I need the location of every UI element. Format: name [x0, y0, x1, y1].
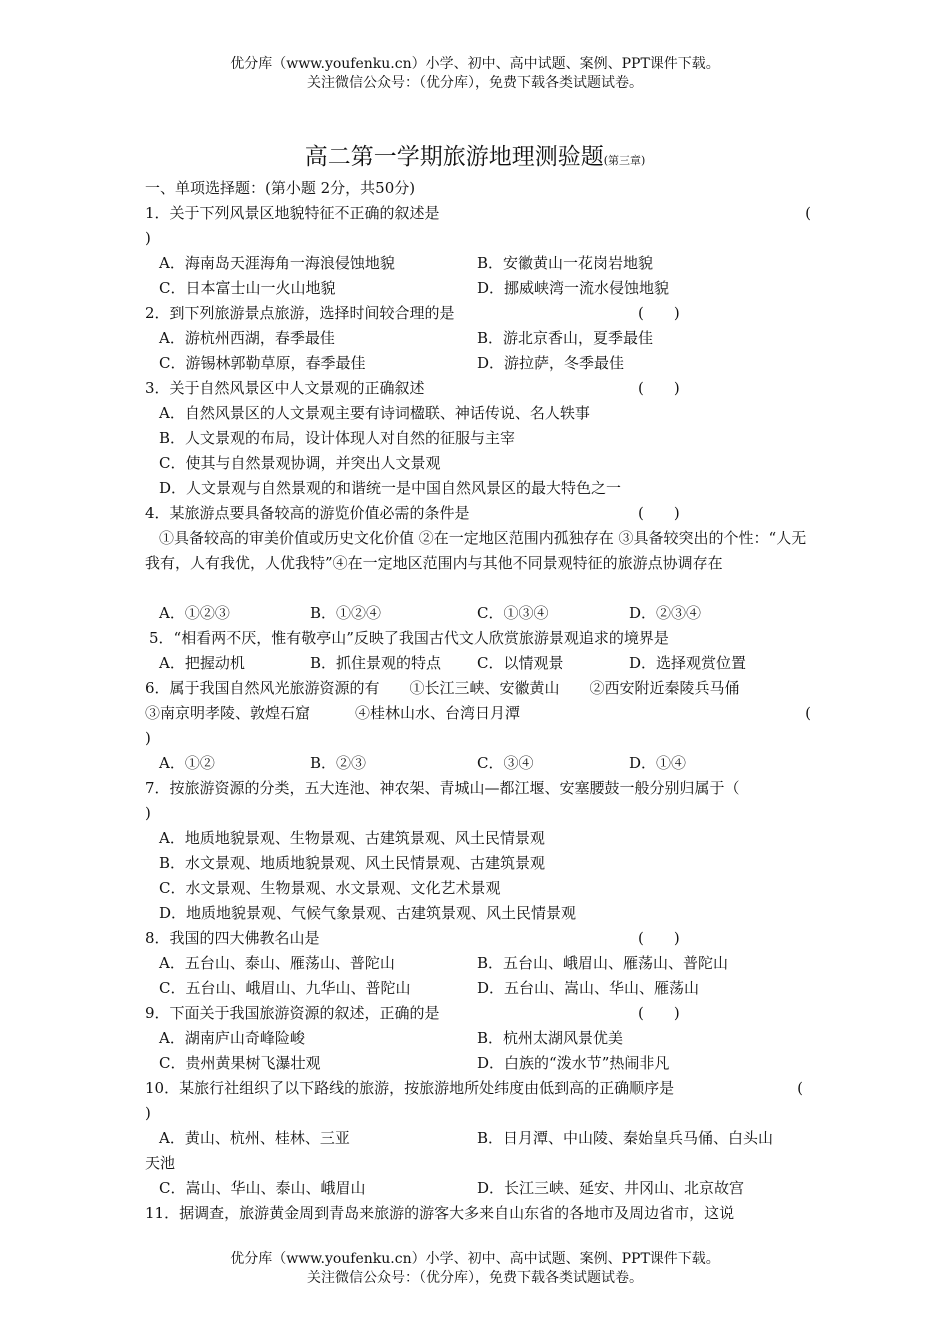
q8-option-d: D．五台山、嵩山、华山、雁荡山 [477, 979, 700, 997]
q1-stem [145, 201, 811, 226]
q3-answer-paren: ( ) [638, 379, 680, 397]
q8-options-cd [145, 976, 811, 1001]
q9-option-c: C．贵州黄果树飞瀑壮观 [159, 1054, 321, 1072]
q5-option-a: A．把握动机 [159, 654, 245, 672]
q7-option-a: A．地质地貌景观、生物景观、古建筑景观、风土民情景观 [159, 829, 545, 847]
q3-stem [145, 376, 811, 401]
q3-option-c: C．使其与自然景观协调，并突出人文景观 [159, 454, 441, 472]
q3-stem-text: 3．关于自然风景区中人文景观的正确叙述 [145, 379, 425, 397]
q8-answer-paren: ( ) [638, 929, 680, 947]
q2-option-c: C．游锡林郭勒草原，春季最佳 [159, 354, 366, 372]
q6-option-d: D．①④ [629, 754, 687, 772]
q6-option-a: A．①② [159, 754, 215, 772]
q6-line2 [145, 701, 811, 726]
q7-stem: 7．按旅游资源的分类，五大连池、神农架、青城山—都江堰、安塞腰鼓一般分别归属于（ [145, 779, 740, 797]
page-header [0, 55, 950, 93]
q5-option-d: D．选择观赏位置 [629, 654, 747, 672]
q10-options-cd [145, 1176, 811, 1201]
q8-stem [145, 926, 811, 951]
q4-option-d: D．②③④ [629, 604, 702, 622]
q8-option-b: B．五台山、峨眉山、雁荡山、普陀山 [477, 954, 729, 972]
q2-option-b: B．游北京香山，夏季最佳 [477, 329, 654, 347]
q7-option-d: D．地质地貌景观、气候气象景观、古建筑景观、风土民情景观 [159, 904, 577, 922]
q5-stem: 5．“相看两不厌，惟有敬亭山”反映了我国古代文人欣赏旅游景观追求的境界是 [149, 629, 669, 647]
q7-answer-rparen: ) [145, 804, 151, 822]
footer-line-1: 优分库（www.youfenku.cn）小学、初中、高中试题、案例、PPT课件下载。 [230, 1251, 720, 1267]
q1-answer-rparen: ) [145, 229, 151, 247]
q9-option-b: B．杭州太湖风景优美 [477, 1029, 624, 1047]
q5-options [145, 651, 811, 676]
q7-option-c: C．水文景观、生物景观、水文景观、文化艺术景观 [159, 879, 501, 897]
q3-option-d: D．人文景观与自然景观的和谐统一是中国自然风景区的最大特色之一 [159, 479, 622, 497]
q8-option-c: C．五台山、峨眉山、九华山、普陀山 [159, 979, 411, 997]
q4-stem [145, 501, 811, 526]
q1-option-d: D．挪威峡湾一流水侵蚀地貌 [477, 279, 670, 297]
q10-options-ab [145, 1126, 811, 1151]
header-line-1: 优分库（www.youfenku.cn）小学、初中、高中试题、案例、PPT课件下载。 [230, 56, 720, 72]
q1-options-cd [145, 276, 811, 301]
footer-line-2: 关注微信公众号：（优分库），免费下载各类试题试卷。 [307, 1270, 643, 1286]
q9-options-ab [145, 1026, 811, 1051]
q6-option-c: C．③④ [477, 754, 534, 772]
q6-line2-text: ③南京明孝陵、敦煌石窟 ④桂林山水、台湾日月潭 [145, 704, 521, 722]
q10-option-c: C．嵩山、华山、泰山、峨眉山 [159, 1179, 366, 1197]
q2-options-cd [145, 351, 811, 376]
q8-stem-text: 8．我国的四大佛教名山是 [145, 929, 320, 947]
q5-option-c: C．以情观景 [477, 654, 564, 672]
title-sub: (第三章) [603, 154, 646, 167]
page-footer [0, 1250, 950, 1288]
q10-stem-text: 10．某旅行社组织了以下路线的旅游，按旅游地所处纬度由低到高的正确顺序是 [145, 1079, 675, 1097]
q4-option-b: B．①②④ [310, 604, 382, 622]
q2-stem [145, 301, 811, 326]
q10-option-b: B．日月潭、中山陵、秦始皇兵马俑、白头山 [477, 1129, 774, 1147]
title-main: 高二第一学期旅游地理测验题 [304, 144, 604, 170]
q3-option-b: B．人文景观的布局，设计体现人对自然的征服与主宰 [159, 429, 516, 447]
q10-option-d: D．长江三峡、延安、井冈山、北京故宫 [477, 1179, 745, 1197]
q9-option-d: D．白族的“泼水节”热闹非凡 [477, 1054, 670, 1072]
q1-stem-text: 1．关于下列风景区地貌特征不正确的叙述是 [145, 204, 440, 222]
q1-answer-lparen: ( [805, 204, 811, 222]
header-line-2: 关注微信公众号：（优分库），免费下载各类试题试卷。 [307, 75, 643, 91]
q1-option-b: B．安徽黄山一花岗岩地貌 [477, 254, 654, 272]
q10-option-a: A．黄山、杭州、桂林、三亚 [159, 1129, 350, 1147]
q10-answer-rparen: ) [145, 1104, 151, 1122]
q6-options [145, 751, 811, 776]
q1-option-a: A．海南岛天涯海角一海浪侵蚀地貌 [159, 254, 395, 272]
q10-option-b-cont: 天池 [145, 1154, 176, 1172]
q9-stem [145, 1001, 811, 1026]
q3-option-a: A．自然风景区的人文景观主要有诗词楹联、神话传说、名人轶事 [159, 404, 590, 422]
q2-option-a: A．游杭州西湖，春季最佳 [159, 329, 335, 347]
q9-answer-paren: ( ) [638, 1004, 680, 1022]
q4-body: ①具备较高的审美价值或历史文化价值 ②在一定地区范围内孤独存在 ③具备较突出的个性：“人无我有，人有我优，人优我特”④在一定地区范围内与其他不同景观特征的旅游点协调存在 [145, 529, 807, 572]
q9-stem-text: 9．下面关于我国旅游资源的叙述，正确的是 [145, 1004, 440, 1022]
q6-answer-rparen: ) [145, 729, 151, 747]
q2-stem-text: 2．到下列旅游景点旅游，选择时间较合理的是 [145, 304, 455, 322]
q10-stem [145, 1076, 811, 1101]
q2-answer-paren: ( ) [638, 304, 680, 322]
q2-options-ab [145, 326, 811, 351]
page-title [0, 138, 950, 171]
q6-option-b: B．②③ [310, 754, 367, 772]
q4-stem-text: 4．某旅游点要具备较高的游览价值必需的条件是 [145, 504, 470, 522]
q4-option-c: C．①③④ [477, 604, 549, 622]
q11-stem: 11．据调查，旅游黄金周到青岛来旅游的游客大多来自山东省的各地市及周边省市，这说 [145, 1204, 735, 1222]
q8-options-ab [145, 951, 811, 976]
q8-option-a: A．五台山、泰山、雁荡山、普陀山 [159, 954, 395, 972]
exam-content [145, 176, 811, 1226]
section-heading: 一、单项选择题：(第小题 2分，共50分) [145, 179, 416, 197]
q5-option-b: B．抓住景观的特点 [310, 654, 442, 672]
q9-option-a: A．湖南庐山奇峰险峻 [159, 1029, 305, 1047]
q1-options-ab [145, 251, 811, 276]
q7-option-b: B．水文景观、地质地貌景观、风土民情景观、古建筑景观 [159, 854, 546, 872]
q4-option-a: A．①②③ [159, 604, 230, 622]
q6-answer-lparen: ( [805, 704, 811, 722]
q4-answer-paren: ( ) [638, 504, 680, 522]
q6-stem: 6．属于我国自然风光旅游资源的有 ①长江三峡、安徽黄山 ②西安附近秦陵兵马俑 [145, 679, 740, 697]
q2-option-d: D．游拉萨，冬季最佳 [477, 354, 625, 372]
q9-options-cd [145, 1051, 811, 1076]
q1-option-c: C．日本富士山一火山地貌 [159, 279, 336, 297]
q10-answer-lparen: ( [797, 1079, 803, 1097]
q4-options [145, 601, 811, 626]
